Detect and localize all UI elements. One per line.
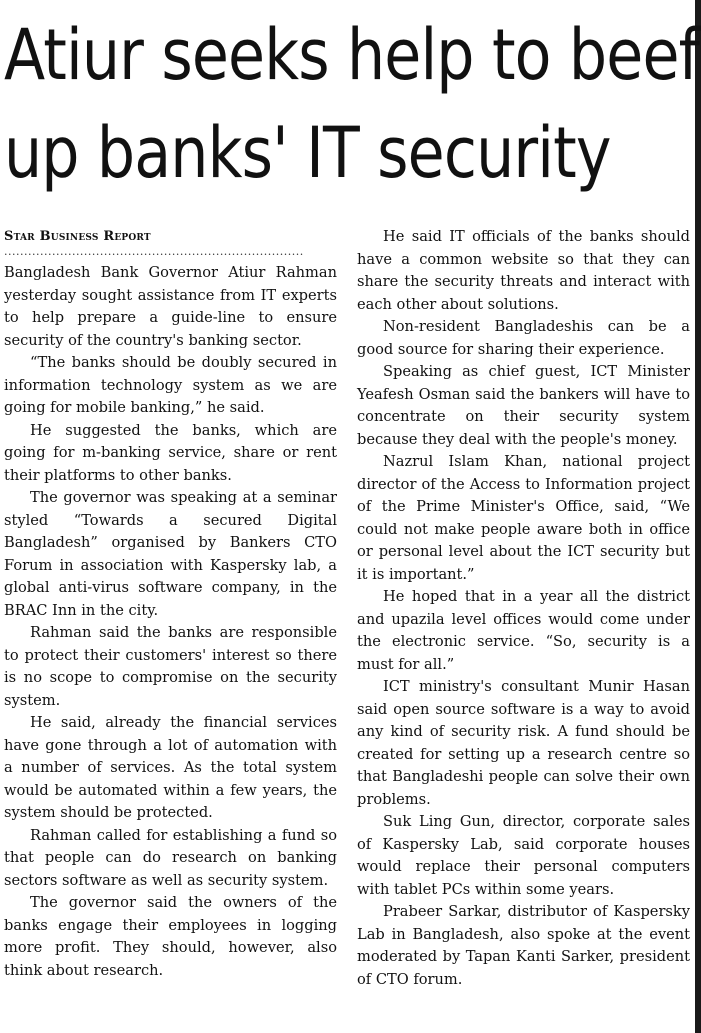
paragraph: He suggested the banks, which are going for m-banking service, share or rent their platforms to other banks. <box>4 421 337 484</box>
paragraph: Speaking as chief guest, ICT Minister Yeafesh Osman said the bankers will have to concentrate on their security system because they deal with the people's money. <box>357 363 690 448</box>
paragraph: ICT ministry's consultant Munir Hasan said open source software is a way to avoid any kind of security risk. A fund should be created for setting up a research centre so that Bangladeshi people can solve their own problems. <box>357 678 690 808</box>
paragraph: The governor was speaking at a seminar styled “Towards a secured Digital Bangladesh” organised by Bankers CTO Forum in association with Kaspersky lab, a global anti-virus software company, in the BRAC Inn in the city. <box>4 489 337 619</box>
paragraph: He hoped that in a year all the district and upazila level offices would come under the electronic service. “So, security is a must for all.” <box>357 588 690 673</box>
headline-line-2: up banks' IT security <box>4 112 611 194</box>
byline: Star Business Report <box>4 229 151 244</box>
paragraph: The governor said the owners of the banks engage their employees in logging more profit. They should, however, also think about research. <box>4 894 337 979</box>
paragraph: He said, already the financial services have gone through a lot of automation with a number of services. As the total system would be automated within a few years, the system should be protected. <box>4 714 337 821</box>
paragraph: “The banks should be doubly secured in information technology system as we are going for mobile banking,” he said. <box>4 354 337 416</box>
headline <box>4 6 699 202</box>
paragraph: Rahman called for establishing a fund so that people can do research on banking sectors software as well as security system. <box>4 826 337 889</box>
paragraph: He said IT officials of the banks should have a common website so that they can share the security threats and interact with each other about solutions. <box>357 228 690 313</box>
paragraph: Suk Ling Gun, director, corporate sales of Kaspersky Lab, said corporate houses would replace their personal computers with tablet PCs within some years. <box>357 813 690 898</box>
paragraph: Nazrul Islam Khan, national project director of the Access to Information project of the Prime Minister's Office, said, “We could not make people aware both in office or personal level about the ICT security but it is important.” <box>357 453 690 583</box>
paragraph: Prabeer Sarkar, distributor of Kaspersky Lab in Bangladesh, also spoke at the event moderated by Tapan Kanti Sarker, president of CTO forum. <box>357 903 690 988</box>
right-column <box>357 226 690 991</box>
byline-separator: ........................................................................... <box>4 248 304 258</box>
right-edge-rule <box>695 0 701 1033</box>
paragraph: Bangladesh Bank Governor Atiur Rahman yesterday sought assistance from IT experts to help prepare a guide-line to ensure security of the country's banking sector. <box>4 264 337 349</box>
paragraph: Non-resident Bangladeshis can be a good source for sharing their experience. <box>357 318 690 358</box>
left-column <box>4 226 337 982</box>
headline-line-1: Atiur seeks help to beef <box>4 14 699 96</box>
paragraph: Rahman said the banks are responsible to protect their customers' interest so there is no scope to compromise on the security system. <box>4 624 337 709</box>
